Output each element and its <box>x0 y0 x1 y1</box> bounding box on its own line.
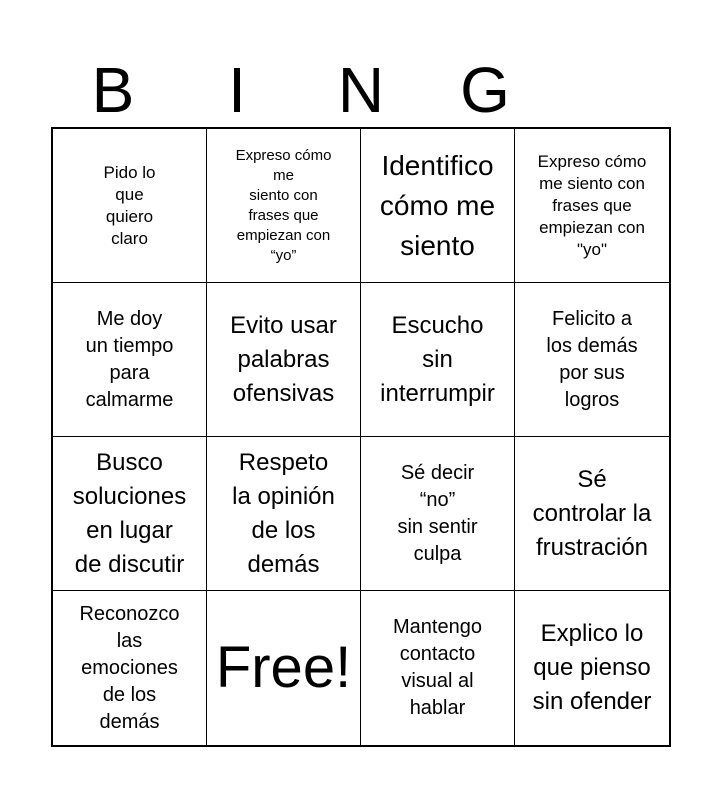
bingo-cell[interactable] <box>53 129 207 283</box>
bingo-cell[interactable] <box>53 283 207 437</box>
free-space-text: Free! <box>215 635 352 700</box>
header-letter-b: B <box>91 54 135 126</box>
cell-text: Expreso cómo me siento con frases que empiezan con "yo" <box>537 151 647 259</box>
bingo-cell[interactable] <box>53 437 207 591</box>
cell-text: Respeto la opinión de los demás <box>232 448 335 578</box>
header-letter-i: I <box>228 54 246 126</box>
bingo-cell[interactable] <box>515 129 669 283</box>
free-space-cell[interactable] <box>207 591 361 745</box>
bingo-cell[interactable] <box>53 591 207 745</box>
bingo-cell[interactable] <box>361 437 515 591</box>
cell-text: Reconozco las emociones de los demás <box>79 602 180 733</box>
header-letter-g: G <box>460 54 510 126</box>
cell-text: Me doy un tiempo para calmarme <box>85 307 174 411</box>
bingo-cell[interactable] <box>207 129 361 283</box>
bingo-cell[interactable] <box>361 591 515 745</box>
cell-text: Evito usar palabras ofensivas <box>230 311 337 407</box>
cell-text: Expreso cómo me siento con frases que empiezan con “yo” <box>235 146 332 264</box>
cell-text: Explico lo que pienso sin ofender <box>532 620 652 715</box>
bingo-board <box>51 127 671 747</box>
bingo-cell[interactable] <box>515 591 669 745</box>
header-letter-n: N <box>337 54 385 126</box>
cell-text: Escucho sin interrumpir <box>380 311 495 407</box>
bingo-cell[interactable] <box>515 437 669 591</box>
bingo-cell[interactable] <box>207 437 361 591</box>
cell-text: Pido lo que quiero claro <box>103 162 156 248</box>
cell-text: Busco soluciones en lugar de discutir <box>72 448 187 578</box>
cell-text: Felicito a los demás por sus logros <box>546 307 638 411</box>
bingo-cell[interactable] <box>361 129 515 283</box>
cell-text: Identifico cómo me siento <box>379 149 496 261</box>
bingo-cell[interactable] <box>361 283 515 437</box>
bingo-cell[interactable] <box>207 283 361 437</box>
bingo-header <box>51 52 671 128</box>
cell-text: Sé controlar la frustración <box>532 465 652 561</box>
cell-text: Sé decir “no” sin sentir culpa <box>397 461 478 565</box>
cell-text: Mantengo contacto visual al hablar <box>393 616 482 719</box>
bingo-cell[interactable] <box>515 283 669 437</box>
